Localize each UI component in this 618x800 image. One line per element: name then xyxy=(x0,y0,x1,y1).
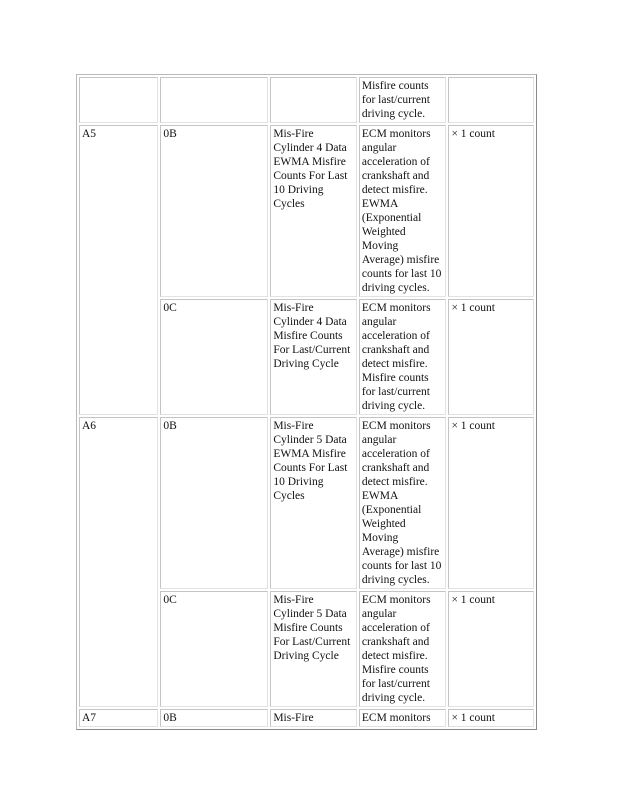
table-row xyxy=(79,77,534,123)
tid-text: 0B xyxy=(163,128,177,140)
unit-text: × 1 count xyxy=(451,712,495,724)
cell-parameter-name xyxy=(270,709,357,727)
tid-text: 0C xyxy=(163,302,177,314)
cell-mode-id xyxy=(79,417,158,707)
parameter-table xyxy=(76,74,537,730)
cell-tid xyxy=(160,125,268,297)
cell-parameter-name xyxy=(270,77,357,123)
cell-description xyxy=(359,591,447,707)
cell-unit xyxy=(448,299,534,415)
cell-tid xyxy=(160,417,268,589)
cell-unit xyxy=(448,417,534,589)
mode-id-text: A6 xyxy=(82,420,97,432)
parameter-name-text: Mis-Fire Cylinder 4 Data Misfire Counts For Last/Current Driving Cycle xyxy=(273,302,351,370)
cell-tid xyxy=(160,591,268,707)
tid-text: 0C xyxy=(163,594,177,606)
cell-description xyxy=(359,125,447,297)
cell-unit xyxy=(448,77,534,123)
tid-text: 0B xyxy=(163,420,177,432)
mode-id-text: A5 xyxy=(82,128,97,140)
parameter-name-text: Mis-Fire Cylinder 5 Data EWMA Misfire Counts For Last 10 Driving Cycles xyxy=(273,420,348,502)
cell-description xyxy=(359,77,447,123)
cell-unit xyxy=(448,591,534,707)
cell-parameter-name xyxy=(270,591,357,707)
mode-id-text: A7 xyxy=(82,712,97,724)
parameter-table-body xyxy=(79,77,534,727)
description-text: ECM monitors angular acceleration of crankshaft and detect misfire. Misfire counts for last/current driving cycle. xyxy=(361,594,431,704)
cell-tid xyxy=(160,299,268,415)
description-text: ECM monitors angular acceleration of crankshaft and detect misfire. EWMA (Exponential Weighted Moving Average) misfire counts for last 10 driving cycles. xyxy=(361,420,442,586)
cell-parameter-name xyxy=(270,125,357,297)
description-text: ECM monitors angular acceleration of crankshaft and detect misfire. EWMA (Exponential Weighted Moving Average) misfire counts for last 10 driving cycles. xyxy=(361,128,442,294)
cell-parameter-name xyxy=(270,417,357,589)
unit-text: × 1 count xyxy=(451,302,495,314)
cell-mode-id xyxy=(79,125,158,415)
cell-unit xyxy=(448,125,534,297)
table-row xyxy=(79,709,534,727)
unit-text: × 1 count xyxy=(451,594,495,606)
cell-mode-id xyxy=(79,77,158,123)
table-row xyxy=(79,417,534,589)
cell-description xyxy=(359,417,447,589)
cell-description xyxy=(359,709,447,727)
unit-text: × 1 count xyxy=(451,420,495,432)
description-text: ECM monitors xyxy=(361,712,431,724)
cell-tid xyxy=(160,77,268,123)
cell-unit xyxy=(448,709,534,727)
parameter-name-text: Mis-Fire Cylinder 4 Data EWMA Misfire Counts For Last 10 Driving Cycles xyxy=(273,128,348,210)
description-text: Misfire counts for last/current driving cycle. xyxy=(361,80,430,120)
parameter-name-text: Mis-Fire xyxy=(273,712,314,724)
table-row xyxy=(79,125,534,297)
parameter-name-text: Mis-Fire Cylinder 5 Data Misfire Counts For Last/Current Driving Cycle xyxy=(273,594,351,662)
cell-mode-id xyxy=(79,709,158,727)
cell-parameter-name xyxy=(270,299,357,415)
description-text: ECM monitors angular acceleration of crankshaft and detect misfire. Misfire counts for last/current driving cycle. xyxy=(361,302,431,412)
tid-text: 0B xyxy=(163,712,177,724)
cell-description xyxy=(359,299,447,415)
cell-tid xyxy=(160,709,268,727)
unit-text: × 1 count xyxy=(451,128,495,140)
